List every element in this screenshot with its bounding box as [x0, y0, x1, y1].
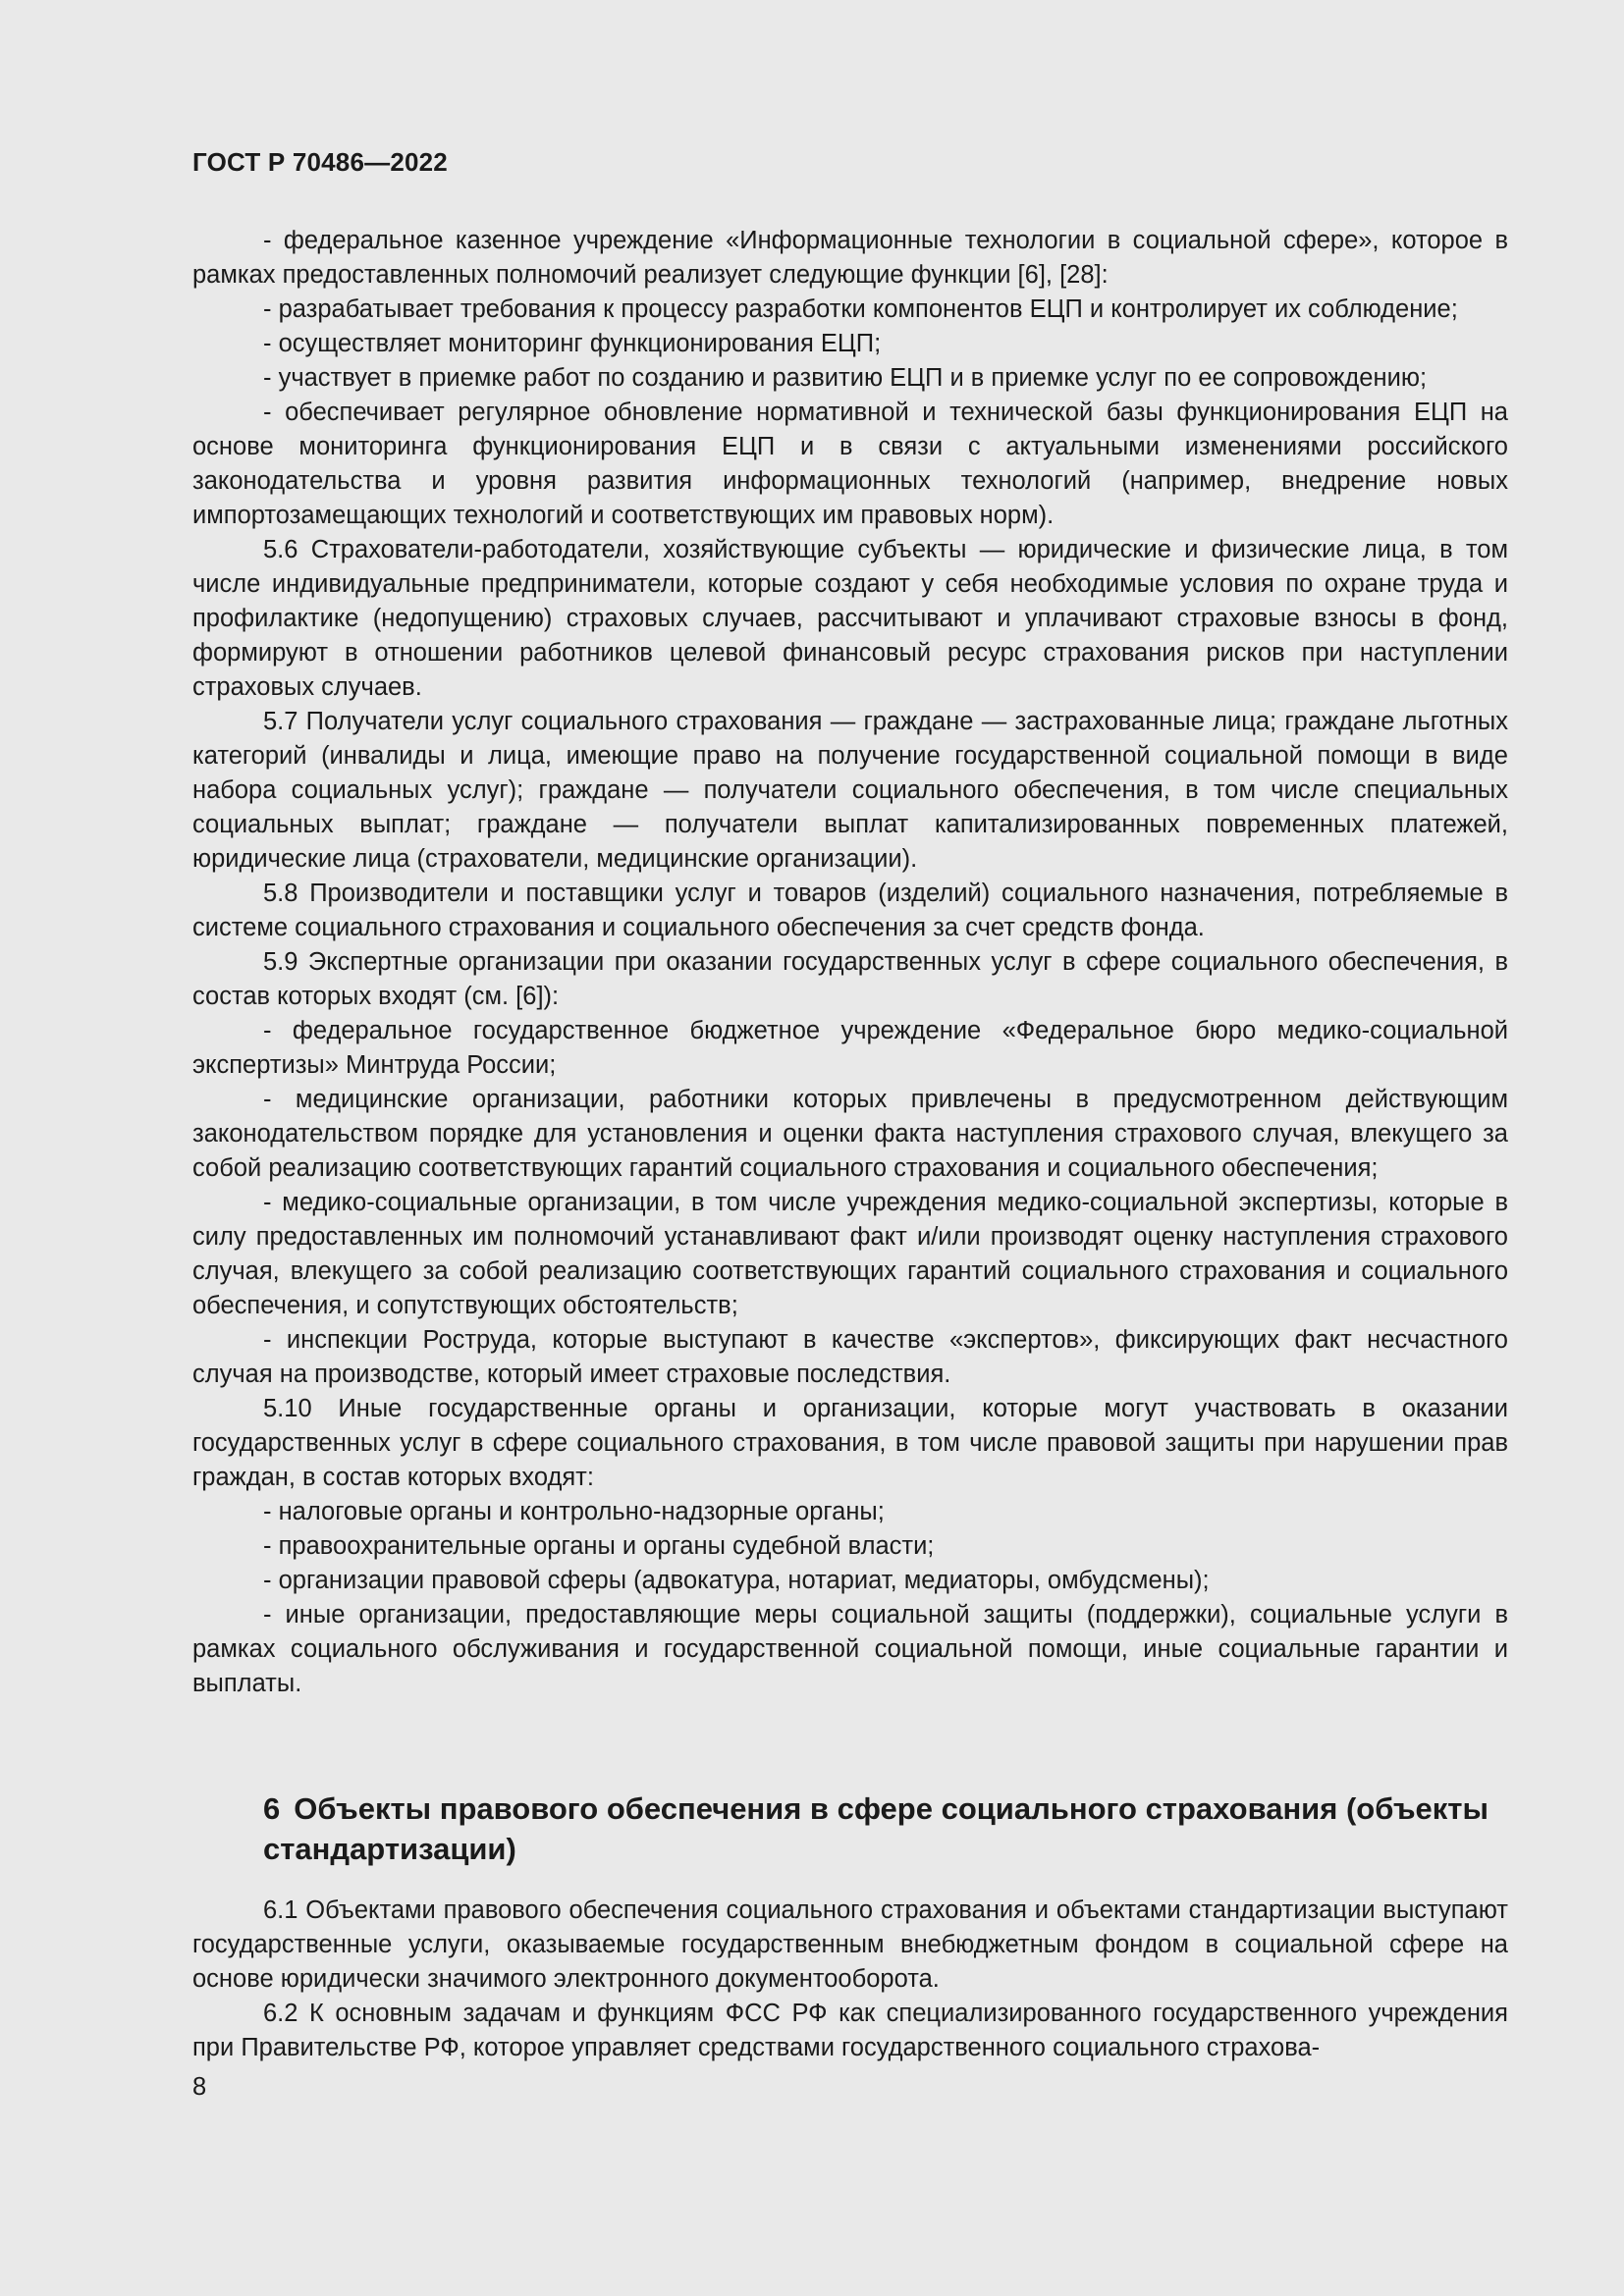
- paragraph: 5.8 Производители и поставщики услуг и товаров (изделий) социального назначения, потребляемые в системе социального страхования и социального обеспечения за счет средств фонда.: [192, 880, 1508, 941]
- paragraph: - осуществляет мониторинг функционирования ЕЦП;: [263, 330, 882, 357]
- paragraph: 6.2 К основным задачам и функциям ФСС РФ как специализированного государственного учреждения при Правительстве РФ, которое управляет средствами государственного социального страхова-: [192, 2000, 1508, 2061]
- paragraph: - правоохранительные органы и органы судебной власти;: [263, 1532, 935, 1560]
- paragraph: - участвует в приемке работ по созданию и развитию ЕЦП и в приемке услуг по ее сопровождению;: [263, 364, 1428, 392]
- paragraph: 5.9 Экспертные организации при оказании государственных услуг в сфере социального обеспечения, в состав которых входят (см. [6]):: [192, 948, 1508, 1010]
- paragraph: - обеспечивает регулярное обновление нормативной и технической базы функционирования ЕЦП на основе мониторинга функционирования ЕЦП и в связи с актуальными изменениями российского законодательства и уровня развития информационных технологий (например, внедрение новых импортозамещающих технологий и соответствующих им правовых норм).: [192, 399, 1508, 529]
- section-6-heading: [263, 1789, 1490, 1869]
- paragraph: 5.6 Страхователи-работодатели, хозяйствующие субъекты — юридические и физические лица, в том числе индивидуальные предприниматели, которые создают у себя необходимые условия по охране труда и профилактике (недопущению) страховых случаев, рассчитывают и уплачивают страховые взносы в фонд, формируют в отношении работников целевой финансовый ресурс страхования рисков при наступлении страховых случаев.: [192, 536, 1508, 701]
- paragraph: 6.1 Объектами правового обеспечения социального страхования и объектами стандартизации выступают государственные услуги, оказываемые государственным внебюджетным фондом в социальной сфере на основе юридически значимого электронного документооборота.: [192, 1896, 1508, 1993]
- paragraph: - иные организации, предоставляющие меры социальной защиты (поддержки), социальные услуги в рамках социального обслуживания и государственной социальной помощи, иные социальные гарантии и выплаты.: [192, 1601, 1508, 1697]
- section-6-body: [192, 1894, 1508, 2065]
- document-code-header: ГОСТ Р 70486—2022: [192, 147, 448, 177]
- paragraph: 5.10 Иные государственные органы и организации, которые могут участвовать в оказании государственных услуг в сфере социального страхования, в том числе правовой защиты при нарушении прав граждан, в состав которых входят:: [192, 1395, 1508, 1491]
- paragraph: - медико-социальные организации, в том числе учреждения медико-социальной экспертизы, которые в силу предоставленных им полномочий устанавливают факт и/или производят оценку наступления страхового случая, влекущего за собой реализацию соответствующих гарантий социального страхования и социального обеспечения, и сопутствующих обстоятельств;: [192, 1189, 1508, 1319]
- section-title: Объекты правового обеспечения в сфере социального страхования (объекты стандартизации): [263, 1791, 1489, 1866]
- page-number: 8: [192, 2073, 207, 2101]
- section-5-body: [192, 224, 1508, 1701]
- paragraph: - организации правовой сферы (адвокатура, нотариат, медиаторы, омбудсмены);: [263, 1567, 1210, 1594]
- paragraph: - разрабатывает требования к процессу разработки компонентов ЕЦП и контролирует их соблюдение;: [263, 295, 1458, 323]
- paragraph: - медицинские организации, работники которых привлечены в предусмотренном действующим законодательством порядке для установления и оценки факта наступления страхового случая, влекущего за собой реализацию соответствующих гарантий социального страхования и социального обеспечения;: [192, 1086, 1508, 1182]
- paragraph: - федеральное государственное бюджетное учреждение «Федеральное бюро медико-социальной экспертизы» Минтруда России;: [192, 1017, 1508, 1079]
- paragraph: - налоговые органы и контрольно-надзорные органы;: [263, 1498, 885, 1525]
- section-number: 6: [263, 1791, 281, 1826]
- paragraph: - инспекции Роструда, которые выступают в качестве «экспертов», фиксирующих факт несчастного случая на производстве, который имеет страховые последствия.: [192, 1326, 1508, 1388]
- paragraph: - федеральное казенное учреждение «Информационные технологии в социальной сфере», которое в рамках предоставленных полномочий реализует следующие функции [6], [28]:: [192, 227, 1508, 289]
- paragraph: 5.7 Получатели услуг социального страхования — граждане — застрахованные лица; граждане льготных категорий (инвалиды и лица, имеющие право на получение государственной социальной помощи в виде набора социальных услуг); граждане — получатели социального обеспечения, в том числе специальных социальных выплат; граждане — получатели выплат капитализированных повременных платежей, юридические лица (страхователи, медицинские организации).: [192, 708, 1508, 873]
